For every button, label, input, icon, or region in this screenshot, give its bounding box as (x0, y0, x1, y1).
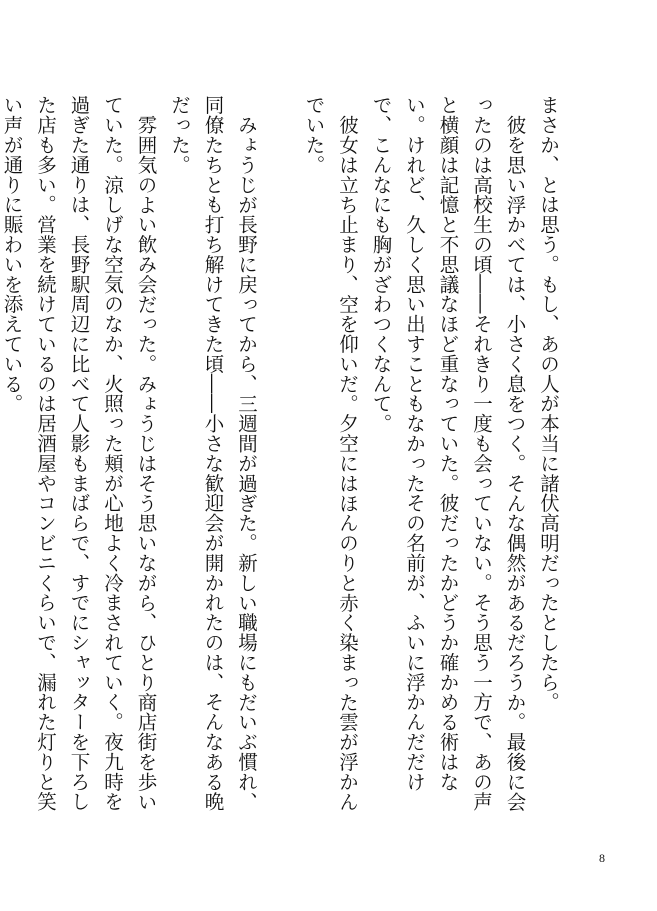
page-number: 8 (599, 851, 605, 865)
paragraph: 雰囲気のよい飲み会だった。みょうじはそう思いながら、ひとり商店街を歩いていた。涼しげな空気のなか、火照った頬が心地よく冷まされていく。夜九時を過ぎた通りは、長野駅周辺に比べて人影もまばらで、すでにシャッターを下ろした店も多い。営業を続けているのは居酒屋やコンビニくらいで、漏れた灯りと笑い声が通りに賑わいを添えている。 (0, 95, 158, 812)
paragraph: 彼を思い浮かべては、小さく息をつく。そんな偶然があるだろうか。最後に会ったのは高校生の頃――それきり一度も会っていない。そう思う一方で、あの声と横顔は記憶と不思議なほど重なっていた。彼だったかどうか確かめる術はない。けれど、久しく思い出すこともなかったその名前が、ふいに浮かんだだけで、こんなにも胸がざわつくなんて。 (369, 95, 527, 812)
paragraph: 彼女は立ち止まり、空を仰いだ。夕空にはほんのりと赤く染まった雲が浮かんでいた。 (302, 95, 359, 811)
paragraph: まさか、とは思う。もし、あの人が本当に諸伏高明だったとしたら。 (537, 95, 560, 712)
vertical-text-body (0, 95, 565, 815)
paragraph: みょうじが長野に戻ってから、三週間が過ぎた。新しい職場にもだいぶ慣れ、同僚たちとも打ち解けてきた頃――小さな歓迎会が開かれたのは、そんなある晩だった。 (168, 95, 258, 812)
section-break (263, 95, 297, 96)
